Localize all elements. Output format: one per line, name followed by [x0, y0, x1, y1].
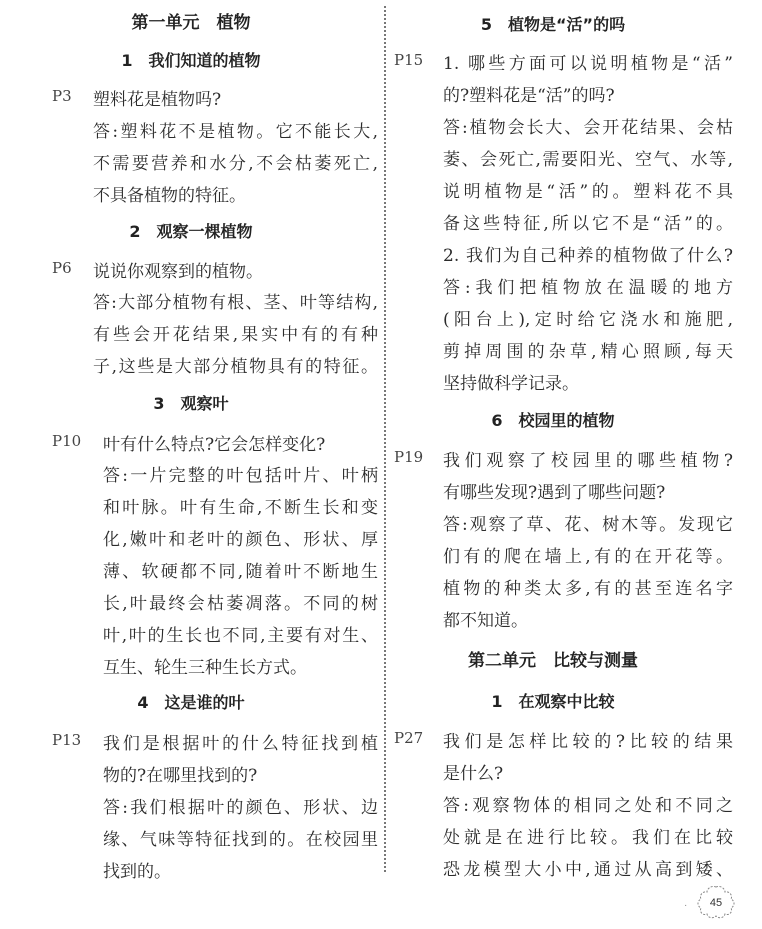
p10-answer-line: 叶,叶的生长也不同,主要有对生、: [103, 626, 378, 646]
p3-question: 塑料花是植物吗?: [93, 90, 222, 110]
p15-line: 萎、会死亡,需要阳光、空气、水等,: [443, 150, 733, 170]
p19-line: 我们观察了校园里的哪些植物?: [443, 451, 733, 471]
p19-line: 们有的爬在墙上,有的在开花等。: [443, 547, 733, 567]
p27-line: 我们是怎样比较的?比较的结果: [443, 732, 733, 752]
p6-answer-line: 子,这些是大部分植物具有的特征。: [93, 357, 378, 377]
page-ref-p27: P27: [394, 729, 424, 747]
p15-line: 剪掉周围的杂草,精心照顾,每天: [443, 342, 733, 362]
p3-answer-line: 不具备植物的特征。: [93, 186, 246, 206]
flower-badge-icon: [694, 884, 738, 920]
p13-question-line: 我们是根据叶的什么特征找到植: [103, 734, 378, 754]
lesson1-title: 1 我们知道的植物: [121, 51, 261, 70]
p6-answer-line: 有些会开花结果,果实中有的有种: [93, 325, 378, 345]
p13-answer-line: 找到的。: [103, 862, 171, 882]
p27-line: 是什么?: [443, 764, 504, 784]
unit2-title: 第二单元 比较与测量: [468, 651, 638, 671]
p19-line: 有哪些发现?遇到了哪些问题?: [443, 483, 666, 503]
p15-line: 的?塑料花是“活”的吗?: [443, 86, 615, 106]
page-ref-p6: P6: [52, 259, 72, 277]
page-ref-p10: P10: [52, 432, 82, 450]
p10-answer-line: 长,叶最终会枯萎凋落。不同的树: [103, 594, 378, 614]
page-ref-p13: P13: [52, 731, 82, 749]
p3-answer-line: 不需要营养和水分,不会枯萎死亡,: [93, 154, 378, 174]
p10-answer-line: 答:一片完整的叶包括叶片、叶柄: [103, 466, 378, 486]
lesson4-title: 4 这是谁的叶: [137, 693, 245, 712]
p10-question: 叶有什么特点?它会怎样变化?: [103, 435, 326, 455]
column-divider: [384, 6, 386, 872]
p10-answer-line: 薄、软硬都不同,随着叶不断地生: [103, 562, 378, 582]
p15-line: 答:植物会长大、会开花结果、会枯: [443, 118, 733, 138]
p3-answer-line: 答:塑料花不是植物。它不能长大,: [93, 122, 378, 142]
page-ref-p3: P3: [52, 87, 72, 105]
p6-question: 说说你观察到的植物。: [93, 262, 263, 282]
p15-line: 坚持做科学记录。: [443, 374, 579, 394]
p19-line: 植物的种类太多,有的甚至连名字: [443, 579, 733, 599]
p15-line: 答:我们把植物放在温暖的地方: [443, 278, 733, 298]
lesson3-title: 3 观察叶: [153, 394, 229, 413]
p19-line: 都不知道。: [443, 611, 528, 631]
p13-answer-line: 答:我们根据叶的颜色、形状、边: [103, 798, 378, 818]
page-number: 45: [709, 897, 723, 909]
p15-line: 备这些特征,所以它不是“活”的。: [443, 214, 733, 234]
p15-line: (阳台上),定时给它浇水和施肥,: [443, 310, 733, 330]
page-ref-p15: P15: [394, 51, 424, 69]
p27-line: 处就是在进行比较。我们在比较: [443, 828, 733, 848]
p15-line: 2. 我们为自己种养的植物做了什么?: [443, 246, 733, 266]
p19-line: 答:观察了草、花、树木等。发现它: [443, 515, 733, 535]
p13-answer-line: 缘、气味等特征找到的。在校园里: [103, 830, 378, 850]
page-number-badge: [684, 884, 738, 920]
p27-line: 答:观察物体的相同之处和不同之: [443, 796, 733, 816]
p10-answer-line: 和叶脉。叶有生命,不断生长和变: [103, 498, 378, 518]
page-ref-p19: P19: [394, 448, 424, 466]
unit2-lesson1-title: 1 在观察中比较: [491, 692, 615, 711]
page-dot-decoration: ·: [684, 900, 688, 911]
lesson6-title: 6 校园里的植物: [491, 411, 615, 430]
lesson2-title: 2 观察一棵植物: [129, 222, 253, 241]
p27-line: 恐龙模型大小中,通过从高到矮、: [443, 860, 733, 880]
p6-answer-line: 答:大部分植物有根、茎、叶等结构,: [93, 293, 378, 313]
p15-line: 说明植物是“活”的。塑料花不具: [443, 182, 733, 202]
unit1-title: 第一单元 植物: [131, 13, 251, 33]
p15-line: 1. 哪些方面可以说明植物是“活”: [443, 54, 733, 74]
lesson5-title: 5 植物是“活”的吗: [480, 15, 626, 34]
p10-answer-line: 互生、轮生三种生长方式。: [103, 658, 307, 678]
p10-answer-line: 化,嫩叶和老叶的颜色、形状、厚: [103, 530, 378, 550]
p13-question-line: 物的?在哪里找到的?: [103, 766, 258, 786]
